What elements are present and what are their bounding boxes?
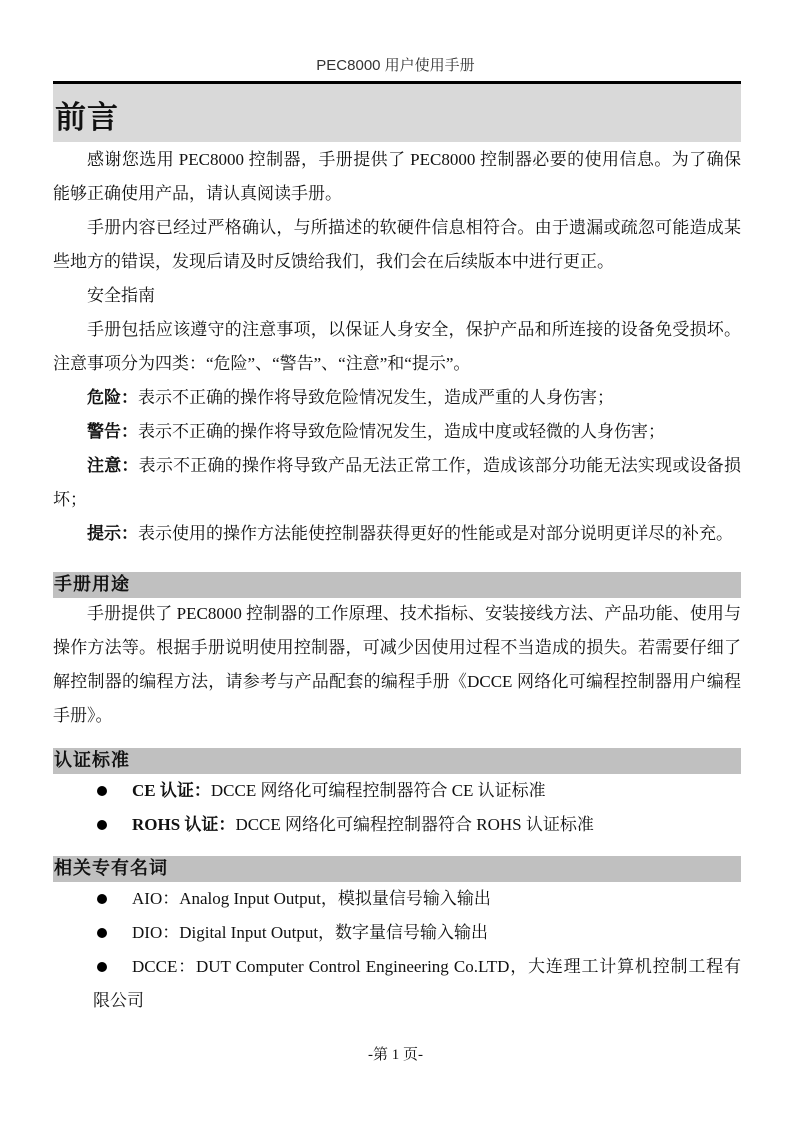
list-item — [53, 950, 741, 1018]
preface-paragraph: 手册包括应该遵守的注意事项，以保证人身安全，保护产品和所连接的设备免受损坏。注意事项分为四类：“危险”、“警告”、“注意”和“提示”。 — [53, 320, 741, 373]
notice-label: 危险： — [87, 388, 138, 407]
term-text: AIO：Analog Input Output，模拟量信号输入输出 — [132, 889, 491, 908]
notice-label: 注意： — [87, 456, 139, 475]
term-text: DIO：Digital Input Output，数字量信号输入输出 — [132, 923, 489, 942]
notice-text: 表示不正确的操作将导致产品无法正常工作，造成该部分功能无法实现或设备损坏； — [53, 456, 742, 509]
section-heading-purpose: 手册用途 — [53, 572, 741, 598]
notice-danger — [53, 381, 741, 415]
notice-caution — [53, 449, 741, 517]
list-item — [53, 774, 741, 808]
notice-text: 表示使用的操作方法能使控制器获得更好的性能或是对部分说明更详尽的补充。 — [138, 524, 733, 543]
purpose-paragraph: 手册提供了 PEC8000 控制器的工作原理、技术指标、安装接线方法、产品功能、使用与操作方法等。根据手册说明使用控制器，可减少因使用过程不当造成的损失。若需要仔细了解控制器的编程方法，请参考与产品配套的编程手册《DCCE 网络化可编程控制器用户编程手册》。 — [53, 604, 741, 725]
list-item — [53, 916, 741, 950]
term-text: DCCE：DUT Computer Control Engineering Co.LTD，大连理工计算机控制工程有限公司 — [93, 957, 741, 1010]
list-item — [53, 882, 741, 916]
bullet-icon — [97, 820, 107, 830]
bullet-icon — [97, 894, 107, 904]
notice-label: 提示： — [87, 524, 138, 543]
page-number: -第 1 页- — [368, 1047, 423, 1063]
list-item — [53, 808, 741, 842]
notice-text: 表示不正确的操作将导致危险情况发生，造成中度或轻微的人身伤害； — [138, 422, 665, 441]
bullet-icon — [97, 962, 107, 972]
preface-paragraph: 手册内容已经过严格确认，与所描述的软硬件信息相符合。由于遗漏或疏忽可能造成某些地方的错误，发现后请及时反馈给我们，我们会在后续版本中进行更正。 — [53, 218, 741, 271]
cert-label: ROHS 认证： — [132, 815, 236, 834]
page-content — [53, 143, 741, 1018]
running-header: PEC8000 用户使用手册 — [316, 57, 475, 74]
cert-text: DCCE 网络化可编程控制器符合 ROHS 认证标准 — [235, 815, 594, 834]
section-heading-terms: 相关专有名词 — [53, 856, 741, 882]
page-title: 前言 — [55, 100, 119, 136]
notice-label: 警告： — [87, 422, 138, 441]
notice-tip — [53, 517, 741, 551]
bullet-icon — [97, 786, 107, 796]
section-heading-certification: 认证标准 — [53, 748, 741, 774]
cert-text: DCCE 网络化可编程控制器符合 CE 认证标准 — [210, 781, 546, 800]
safety-guide-label: 安全指南 — [87, 286, 155, 305]
bullet-icon — [97, 928, 107, 938]
notice-text: 表示不正确的操作将导致危险情况发生，造成严重的人身伤害； — [138, 388, 614, 407]
cert-label: CE 认证： — [132, 781, 211, 800]
title-band — [53, 84, 741, 142]
preface-paragraph: 感谢您选用 PEC8000 控制器，手册提供了 PEC8000 控制器必要的使用信息。为了确保能够正确使用产品，请认真阅读手册。 — [53, 150, 741, 203]
notice-warning — [53, 415, 741, 449]
